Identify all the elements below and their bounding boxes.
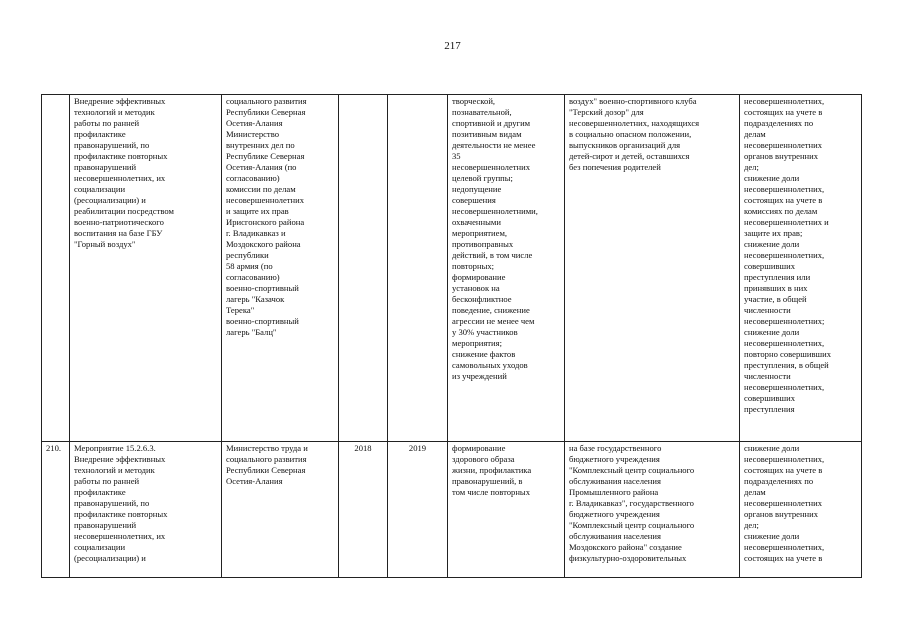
activity-cell: Внедрение эффективных технологий и методик работы по ранней профилактике правонарушений, по профилактике повторных правонарушений несовершеннолетних, их социализации (ресоциализации) и реабилитации посредством военно-патриотического воспитания на базе ГБУ "Горный воздух" bbox=[70, 95, 222, 442]
expected-result-cell: творческой, познавательной, спортивной и другим позитивным видам деятельности не менее 35 несовершеннолетних целевой группы; недопущение совершения несовершеннолетними, охваченными мероприятием, противоправных действий, в том числе повторных; формирование установок на бесконфликтное поведение, снижение агрессии не менее чем у 30% участников мероприятия; снижение фактов самовольных уходов из учреждений bbox=[448, 95, 565, 442]
row-number-cell bbox=[42, 95, 70, 442]
start-year-cell: 2018 bbox=[339, 442, 388, 578]
content-cell: воздух" военно-спортивного клуба "Терский дозор" для несовершеннолетних, находящихся в социально опасном положении, выпускников организаций для детей-сирот и детей, оставшихся без попечения родителей bbox=[565, 95, 740, 442]
end-year-cell bbox=[388, 95, 448, 442]
end-year-cell: 2019 bbox=[388, 442, 448, 578]
program-activities-table bbox=[41, 94, 862, 578]
executor-cell: социального развития Республики Северная Осетия-Алания Министерство внутренних дел по Республике Северная Осетия-Алания (по согласованию) комиссии по делам несовершеннолетних и защите их прав Ирисгонского района г. Владикавказ и Моздокского района республики 58 армия (по согласованию) военно-спортивный лагерь "Казачок Терека" военно-спортивный лагерь "Балц" bbox=[222, 95, 339, 442]
table-row bbox=[42, 95, 862, 442]
row-number-cell: 210. bbox=[42, 442, 70, 578]
activity-cell: Мероприятие 15.2.6.3. Внедрение эффективных технологий и методик работы по ранней профилактике правонарушений, по профилактике повторных правонарушений несовершеннолетних, их социализации (ресоциализации) и bbox=[70, 442, 222, 578]
indicator-cell: снижение доли несовершеннолетних, состоящих на учете в подразделениях по делам несовершеннолетних органов внутренних дел; снижение доли несовершеннолетних, состоящих на учете в bbox=[740, 442, 862, 578]
page-number: 217 bbox=[444, 40, 461, 52]
executor-cell: Министерство труда и социального развития Республики Северная Осетия-Алания bbox=[222, 442, 339, 578]
start-year-cell bbox=[339, 95, 388, 442]
indicator-cell: несовершеннолетних, состоящих на учете в подразделениях по делам несовершеннолетних органов внутренних дел; снижение доли несовершеннолетних, состоящих на учете в комиссиях по делам несовершеннолетних и защите их прав; снижение доли несовершеннолетних, совершивших преступления или принявших в них участие, в общей численности несовершеннолетних; снижение доли несовершеннолетних, повторно совершивших преступления, в общей численности несовершеннолетних, совершивших преступления bbox=[740, 95, 862, 442]
content-cell: на базе государственного бюджетного учреждения "Комплексный центр социального обслуживания населения Промышленного района г. Владикавказ", государственного бюджетного учреждения "Комплексный центр социального обслуживания населения Моздокского района" создание физкультурно-оздоровительных bbox=[565, 442, 740, 578]
expected-result-cell: формирование здорового образа жизни, профилактика правонарушений, в том числе повторных bbox=[448, 442, 565, 578]
table-row bbox=[42, 442, 862, 578]
